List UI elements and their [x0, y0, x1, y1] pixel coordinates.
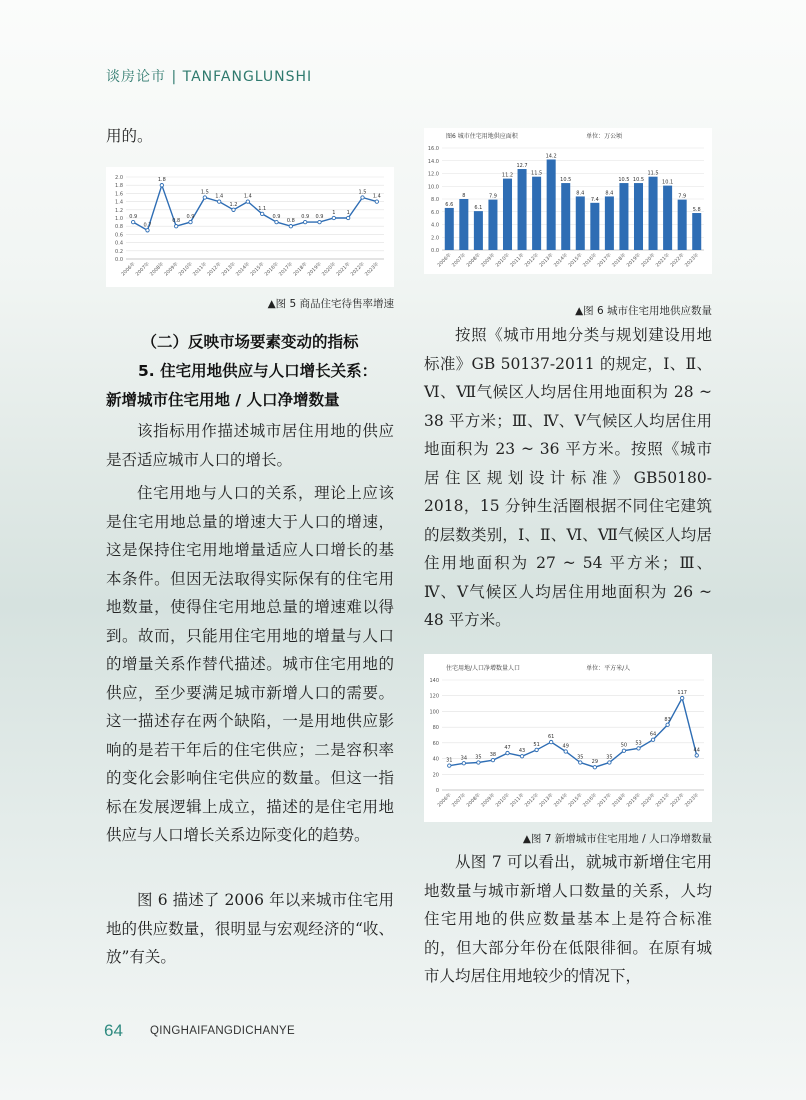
data-point [622, 749, 625, 752]
y-tick-label: 1.0 [115, 216, 123, 222]
bar [503, 179, 512, 250]
y-tick-label: 16.0 [427, 146, 439, 152]
y-tick-label: 6.0 [431, 209, 439, 216]
bar [532, 177, 541, 250]
x-tick-label: 2015年 [568, 792, 584, 809]
y-tick-label: 1.2 [115, 207, 123, 214]
x-tick-label: 2009年 [480, 792, 497, 809]
x-tick-label: 2010年 [178, 261, 194, 278]
x-tick-label: 2010年 [495, 792, 511, 809]
data-label: 1.4 [372, 193, 381, 200]
data-point [332, 216, 335, 219]
y-tick-label: 120 [429, 693, 439, 700]
x-tick-label: 2021年 [655, 792, 672, 809]
data-point [131, 220, 134, 223]
data-label: 8 [462, 193, 466, 199]
data-label: 0.9 [129, 214, 138, 221]
data-label: 10.1 [662, 179, 674, 186]
x-tick-label: 2013年 [539, 792, 555, 809]
bar [605, 196, 614, 250]
data-label: 64 [649, 731, 657, 738]
data-label: 53 [635, 740, 642, 747]
y-tick-label: 2.0 [115, 175, 123, 181]
x-tick-label: 2018年 [293, 261, 309, 278]
paragraph-4: 按照《城市用地分类与规划建设用地标准》GB 50137-2011 的规定，Ⅰ、Ⅱ、Ⅵ、Ⅶ气候区人均居住用地面积为 28 ~ 38 平方米；Ⅲ、Ⅳ、Ⅴ气候区人均居住用地面积为 23 ~ 36 平方米。按照《城市居住区规划设计标准》GB50180-2018，15 分钟生活圈根据不同住宅建筑的层数类别，Ⅰ、Ⅱ、Ⅵ、Ⅶ气候区人均居住用地面积为 27 ~ 54 平方米；Ⅲ、Ⅳ、Ⅴ气候区人均居住用地面积为 26 ~ 48 平方米。 [424, 326, 712, 629]
data-label: 0.7 [143, 222, 152, 229]
data-label: 0.8 [172, 218, 181, 225]
data-label: 6.6 [445, 201, 454, 208]
data-label: 83 [664, 716, 671, 723]
data-point [174, 225, 177, 228]
data-label: 10.5 [560, 177, 572, 184]
data-label: 43 [518, 748, 526, 755]
data-point [666, 723, 669, 726]
data-label: 49 [562, 743, 569, 750]
data-point [462, 762, 465, 765]
data-label: 8.4 [605, 190, 614, 197]
figure-5-chart [106, 167, 394, 287]
data-label: 0.9 [272, 214, 281, 221]
data-point [608, 761, 611, 764]
bar [634, 183, 643, 250]
x-tick-label: 2011年 [509, 792, 526, 809]
data-point [189, 220, 192, 223]
series-line [133, 185, 377, 230]
data-label: 1.2 [229, 201, 238, 208]
y-tick-label: 0.0 [431, 248, 439, 254]
x-tick-label: 2018年 [611, 252, 628, 269]
bar [692, 213, 701, 250]
data-label: 47 [504, 745, 511, 752]
data-label: 11.5 [647, 170, 659, 177]
chart-title: 住宅用地/人口净增数量人口 [446, 665, 521, 672]
x-tick-label: 2022年 [350, 261, 366, 278]
y-tick-label: 20 [432, 772, 439, 779]
y-tick-label: 0 [435, 788, 439, 794]
x-tick-label: 2014年 [553, 792, 570, 809]
y-tick-label: 100 [429, 709, 439, 716]
x-tick-label: 2016年 [582, 252, 599, 269]
paragraph-3: 图 6 描述了 2006 年以来城市住宅用地的供应数量，很明显与宏观经济的“收、放”有关。 [106, 891, 394, 966]
bar [590, 203, 599, 250]
x-tick-label: 2020年 [640, 252, 657, 269]
bar [518, 169, 527, 250]
y-tick-label: 140 [429, 678, 439, 684]
x-tick-label: 2008年 [149, 261, 166, 278]
x-tick-label: 2006年 [121, 261, 137, 278]
x-tick-label: 2009年 [164, 261, 180, 278]
x-tick-label: 2015年 [568, 252, 584, 269]
data-label: 51 [533, 741, 540, 748]
x-tick-label: 2019年 [626, 792, 642, 809]
y-tick-label: 14.0 [427, 158, 439, 165]
data-label: 6.1 [474, 205, 483, 212]
data-label: 7.9 [488, 193, 497, 200]
section-title: （二）反映市场要素变动的指标 [141, 333, 359, 351]
series-line [449, 698, 696, 767]
data-label: 61 [547, 734, 555, 741]
x-tick-label: 2015年 [250, 261, 266, 278]
x-tick-label: 2019年 [626, 252, 642, 269]
paragraph-1: 该指标用作描述城市居住用地的供应是否适应城市人口的增长。 [106, 422, 394, 469]
x-tick-label: 2016年 [582, 792, 599, 809]
y-tick-label: 12.0 [427, 171, 439, 178]
y-tick-label: 0.4 [115, 240, 123, 247]
data-label: 1.5 [358, 189, 367, 196]
data-label: 7.4 [590, 196, 599, 203]
data-label: 8.4 [576, 190, 585, 197]
data-label: 14.2 [545, 153, 557, 160]
data-point [246, 200, 249, 203]
data-point [593, 766, 596, 769]
x-tick-label: 2020年 [640, 792, 657, 809]
bar [488, 200, 497, 250]
bar [619, 183, 628, 250]
bar [576, 196, 585, 250]
data-label: 35 [475, 754, 482, 761]
data-label: 1.4 [243, 193, 252, 200]
data-label: 1.5 [200, 189, 209, 196]
x-tick-label: 2006年 [437, 792, 453, 809]
bar [649, 177, 658, 250]
data-label: 34 [460, 755, 468, 762]
bar [445, 208, 454, 250]
x-tick-label: 2013年 [221, 261, 237, 278]
data-label: 1.4 [215, 193, 224, 200]
data-point [318, 220, 321, 223]
x-tick-label: 2012年 [524, 252, 541, 269]
data-label: 44 [693, 747, 700, 754]
data-point [375, 200, 378, 203]
y-tick-label: 80 [432, 725, 439, 732]
x-tick-label: 2023年 [684, 252, 701, 269]
x-tick-label: 2022年 [670, 252, 686, 269]
y-tick-label: 0.2 [115, 248, 123, 255]
bar [474, 211, 483, 250]
x-tick-label: 2010年 [495, 252, 511, 269]
journal-name: QINGHAIFANGDICHANYE [150, 1025, 295, 1037]
y-tick-label: 0.8 [115, 224, 123, 231]
y-tick-label: 40 [432, 756, 439, 763]
data-label: 1 [346, 210, 350, 216]
data-point [637, 747, 640, 750]
paragraph-5: 从图 7 可以看出，就城市新增住宅用地数量与城市新增人口数量的关系，人均住宅用地的供应数量基本上是符合标准的，但大部分年份在低限徘徊。在原有城市人均居住用地较少的情况下， [424, 853, 712, 985]
data-point [651, 738, 654, 741]
chart-unit: 单位：万公顷 [586, 133, 623, 140]
data-point [680, 696, 683, 699]
data-point [260, 212, 263, 215]
y-tick-label: 0.0 [115, 257, 123, 263]
data-point [289, 225, 292, 228]
x-tick-label: 2011年 [192, 261, 209, 278]
figure-6-caption: ▲图 6 城市住宅用地供应数量 [575, 305, 712, 317]
x-tick-label: 2007年 [451, 792, 468, 809]
data-point [448, 764, 451, 767]
data-label: 29 [591, 759, 599, 766]
data-label: 38 [489, 752, 497, 759]
data-label: 10.5 [618, 177, 630, 184]
subsection-title-line2: 新增城市住宅用地 / 人口净增数量 [106, 391, 340, 409]
figure-6-chart [424, 128, 712, 274]
data-label: 1.1 [258, 205, 267, 212]
data-point [535, 748, 538, 751]
y-tick-label: 1.6 [115, 191, 123, 198]
chart-unit: 单位：平方米/人 [586, 665, 631, 672]
y-tick-label: 1.8 [115, 183, 123, 190]
x-tick-label: 2014年 [235, 261, 252, 278]
data-point [146, 229, 149, 232]
data-point [217, 200, 220, 203]
x-tick-label: 2022年 [670, 792, 686, 809]
data-label: 31 [446, 757, 453, 764]
bar [547, 159, 556, 250]
x-tick-label: 2009年 [480, 252, 497, 269]
data-label: 10.5 [632, 177, 645, 184]
chart-title: 图6 城市住宅用地供应面积 [446, 133, 518, 140]
y-tick-label: 4.0 [431, 222, 439, 229]
x-tick-label: 2017年 [278, 261, 295, 278]
data-point [695, 754, 698, 757]
data-point [564, 750, 567, 753]
x-tick-label: 2012年 [524, 792, 541, 809]
x-tick-label: 2011年 [509, 252, 526, 269]
x-tick-label: 2006年 [437, 252, 453, 269]
x-tick-label: 2023年 [684, 792, 701, 809]
data-point [506, 751, 509, 754]
data-point [203, 196, 206, 199]
data-label: 0.9 [301, 214, 310, 221]
x-tick-label: 2008年 [466, 792, 482, 809]
page-number: 64 [104, 1021, 123, 1040]
data-point [303, 220, 306, 223]
x-tick-label: 2012年 [207, 261, 223, 278]
data-label: 35 [577, 754, 584, 761]
x-tick-label: 2020年 [321, 261, 338, 278]
x-tick-label: 2018年 [611, 792, 628, 809]
x-tick-label: 2007年 [451, 252, 468, 269]
running-header: 谈房论市 | TANFANGLUNSHI [106, 69, 313, 85]
x-tick-label: 2007年 [135, 261, 151, 278]
figure-7-caption: ▲图 7 新增城市住宅用地 / 人口净增数量 [522, 833, 712, 845]
data-point [232, 208, 235, 211]
data-label: 1 [332, 210, 336, 216]
x-tick-label: 2023年 [364, 261, 381, 278]
y-tick-label: 1.4 [115, 199, 123, 206]
data-label: 12.7 [516, 163, 528, 170]
data-label: 50 [620, 742, 628, 749]
x-tick-label: 2008年 [466, 252, 482, 269]
data-point [579, 761, 582, 764]
data-label: 7.9 [678, 193, 687, 200]
y-tick-label: 8.0 [431, 197, 439, 203]
x-tick-label: 2013年 [539, 252, 555, 269]
data-point [477, 761, 480, 764]
data-point [491, 758, 494, 761]
data-point [361, 196, 364, 199]
y-tick-label: 60 [432, 740, 439, 747]
paragraph-2: 住宅用地与人口的关系，理论上应该是住宅用地总量的增速大于人口的增速，这是保持住宅用地增量适应人口增长的基本条件。但因无法取得实际保有的住宅用地数量，使得住宅用地总量的增速难以得到。故而，只能用住宅用地的增量与人口的增量关系作替代描述。城市住宅用地的供应，至少要满足城市新增人口的需要。这一描述存在两个缺陷，一是用地供应影响的是若干年后的住宅供应；二是容积率的变化会影响住宅供应的数量。但这一指标在发展逻辑上成立，描述的是住宅用地供应与人口增长关系边际变化的趋势。 [106, 484, 394, 844]
data-label: 5.8 [692, 207, 701, 214]
x-tick-label: 2014年 [553, 252, 570, 269]
data-label: 1.8 [157, 177, 166, 184]
bar [663, 186, 672, 250]
figure-5-caption: ▲图 5 商品住宅待售率增速 [267, 298, 394, 310]
data-label: 0.9 [186, 214, 195, 221]
bar [561, 183, 570, 250]
y-tick-label: 0.6 [115, 232, 123, 239]
data-point [346, 216, 349, 219]
x-tick-label: 2017年 [597, 792, 613, 809]
data-label: 11.5 [531, 170, 543, 177]
x-tick-label: 2016年 [264, 261, 280, 278]
x-tick-label: 2017年 [597, 252, 613, 269]
x-tick-label: 2021年 [336, 261, 352, 278]
data-label: 35 [606, 754, 613, 761]
bar [459, 199, 468, 250]
data-point [160, 184, 163, 187]
data-label: 0.8 [286, 218, 295, 225]
figure-7-chart [424, 654, 712, 822]
data-label: 11.2 [501, 172, 514, 179]
data-label: 117 [677, 690, 687, 697]
x-tick-label: 2021年 [655, 252, 672, 269]
data-point [549, 740, 552, 743]
intro-line: 用的。 [106, 127, 153, 145]
x-tick-label: 2019年 [307, 261, 323, 278]
data-point [520, 755, 523, 758]
data-label: 0.9 [315, 214, 324, 221]
y-tick-label: 2.0 [431, 235, 439, 242]
subsection-title-line1: 5. 住宅用地供应与人口增长关系： [138, 362, 378, 380]
bar [678, 200, 687, 250]
data-point [275, 220, 278, 223]
y-tick-label: 10.0 [427, 184, 439, 191]
